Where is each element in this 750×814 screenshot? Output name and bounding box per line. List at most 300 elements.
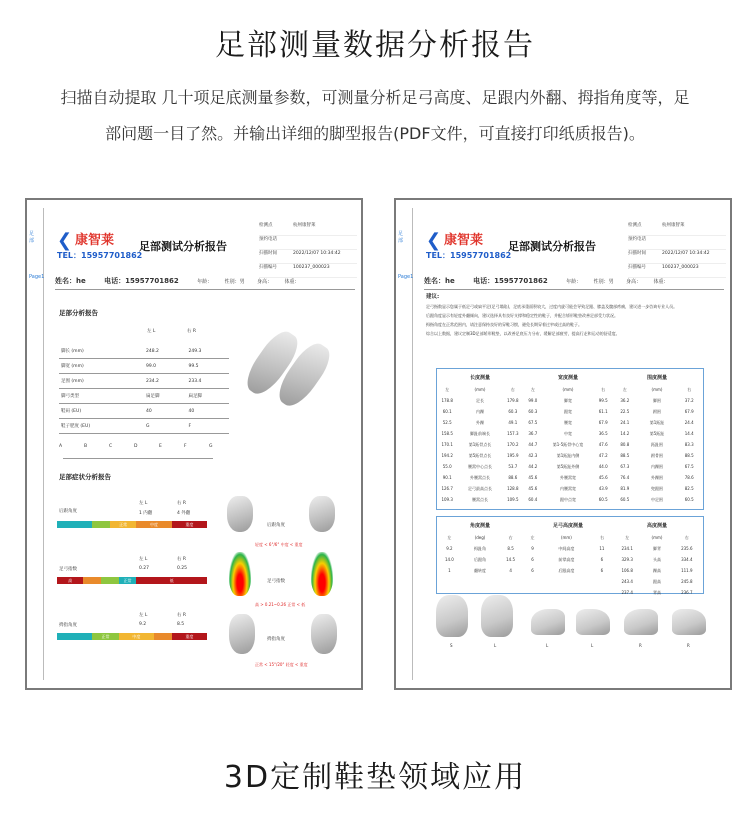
table-row [612,439,702,450]
cell-value: 83.3 [684,442,694,447]
row-label: 脚宽 (mm) [59,359,144,374]
table-row [436,472,524,483]
cell-value: 334.4 [681,557,693,562]
cell-value: 109.3 [441,497,453,502]
cell-label: 跟中点宽 [559,496,576,502]
side-label: 足部 [398,231,404,244]
cell-value: 88.5 [620,453,630,458]
heel-view-right [309,496,335,532]
table-subheader-row [436,384,524,395]
cell-value: 60.3 [528,409,538,414]
cell-value: 194.2 [441,453,453,458]
side-label: 足部 [29,231,35,244]
table-subheader-row [524,384,612,395]
meta-value: 2022/12/07 10:34:42 [293,251,341,256]
cell-label: 外踝 [475,419,484,425]
subheader-unit: (deg) [474,535,486,540]
bar-seg: 重度 [172,521,207,528]
cell-value: 195.9 [507,453,519,458]
table-row [524,554,612,565]
cell-value: 52.5 [442,420,452,425]
table-row [612,576,702,587]
table-subheader-row [612,384,702,395]
symptom-scale-bar [57,633,207,640]
cell-label: 前掌高度 [558,556,575,562]
side-label: Page1 [398,274,414,280]
cell-label: 脚背 [652,545,661,551]
table-row [524,406,612,417]
cell-value: 45.6 [528,475,538,480]
table-header-row [524,370,612,384]
cell-value: 126.7 [441,486,453,491]
cell-value: 245.8 [681,579,693,584]
table-row [612,417,702,428]
table-row [612,461,702,472]
foot-view-side-2 [576,609,610,635]
scale-letter: E [159,444,162,449]
cell-label: 第5跖趾 [649,430,665,436]
advice-line: 足弓指数显示您属于低足弓或扁平足(足弓塌陷)，足底承重面积较大，过度内旋可能会导致足跟、膝盖及髋部疼痛，建议进一步咨询专业人员。 [426,304,678,309]
angle-table [436,518,524,576]
table-subheader-row [612,532,702,543]
side-label: Page1 [29,274,45,280]
table-row [612,428,702,439]
cell-label: 拇趾角 [473,545,486,551]
pressure-map-left [229,552,251,596]
table-header: 高度测量 [646,522,667,529]
bar-seg: 高 [57,577,83,584]
cell-value: 60.5 [684,497,694,502]
table-row [612,472,702,483]
table-row [612,543,702,554]
foot-view-top-right [481,595,513,637]
meta-key: 扫描时间 [628,251,646,256]
cell-label: 外踝围 [650,474,663,480]
report-title: 足部测试分析报告 [139,240,227,253]
row-label: 脚弓类型 [59,389,144,404]
cell-value: 44.0 [598,464,608,469]
cell-label: 腰窝中心点长 [467,463,492,469]
cell-label: 翻转度 [473,567,486,573]
symptom-left-value: 0.27 [139,566,150,571]
cell-value: 45.6 [528,486,538,491]
table-header: 角度测量 [469,522,490,529]
patient-gender: 性别：男 [224,279,245,285]
table-header: 足弓高度测量 [552,522,583,529]
meta-key: 预约电话 [259,237,277,242]
table-header-row [436,370,524,384]
symptom-note: 轻度 < 6°/6° 中度 < 重度 [255,542,303,547]
table-row [524,472,612,483]
cell-value: 14.5 [506,557,516,562]
cell-value: 178.8 [441,398,453,403]
table-row [436,428,524,439]
cell-value: 243.4 [621,579,633,584]
cell-label: 跗围 [652,408,661,414]
table-subheader-row [436,532,524,543]
table-row [612,406,702,417]
symptom-left-head: 左 L [139,501,148,506]
cell-value: 60.5 [620,497,630,502]
cell-value: 6 [531,557,534,562]
bar-seg [83,577,101,584]
row-label: 足围 (mm) [59,374,144,389]
cell-value: 128.8 [507,486,519,491]
row-left-value: 40 [144,404,187,419]
cell-value: 11 [599,546,605,551]
view-label: R [639,643,642,648]
subheader-right: 右 [599,534,604,540]
cell-value: 106.8 [621,568,633,573]
cell-value: 47.6 [598,442,608,447]
cell-value: 170.1 [441,442,453,447]
row-right-value: 40 [186,404,229,419]
table-row [436,543,524,554]
cell-label: 兜跟围 [650,485,663,491]
bar-seg: 正常 [110,521,136,528]
foot-view-side-3 [624,609,658,635]
subheader-left: 左 [445,386,450,392]
section-foot-analysis: 足部分析报告 [59,309,98,317]
meta-key: 检测点 [259,223,273,228]
scale-letter: F [184,444,187,449]
cell-value: 55.0 [442,464,452,469]
subheader-right: 右 [687,386,692,392]
table-header-row [612,370,702,384]
cell-value: 14.4 [684,431,694,436]
cell-value: 14.0 [444,557,454,562]
cell-value: 81.9 [620,486,630,491]
row-right-value: 99.5 [186,359,229,374]
measure-table [59,344,229,434]
report-page-1 [25,198,363,690]
cell-value: 88.6 [508,475,518,480]
symptom-right-value: 4 外翻 [177,511,191,516]
symptom-note: 高 > 0.21~0.26 正常 < 低 [255,602,306,607]
table-header-row [612,518,702,532]
table-row [436,483,524,494]
table-row [612,565,702,576]
view-label: S [450,643,453,648]
col-right: 右 R [187,329,197,334]
table-row [436,395,524,406]
subheader-left: 左 [625,534,630,540]
scale-letter: C [109,444,113,449]
subheader-unit: (mm) [651,387,663,392]
cell-value: 60.3 [508,409,518,414]
cell-label: 内踝 [475,408,484,414]
cell-value: 109.5 [507,497,519,502]
cell-value: 60.1 [442,409,452,414]
cell-value: 67.5 [684,464,694,469]
report-page-2 [394,198,732,690]
cell-label: 内踝围 [650,463,663,469]
meta-key: 扫描编号 [259,265,277,270]
symptom-left-head: 左 L [139,557,148,562]
row-label: 鞋码 (EU) [59,404,144,419]
table-row [612,395,702,406]
cell-label: 脚宽 [563,397,572,403]
cell-value: 60.4 [528,497,538,502]
heel-view-left [227,496,253,532]
patient-age: 年龄： [566,279,582,285]
patient-height: 身高： [257,279,273,285]
row-left-value: G [144,419,187,434]
cell-value: 9 [531,546,534,551]
cell-label: 后跟高度 [558,567,575,573]
cell-label: 后跟角 [473,556,486,562]
cell-label: 跖趾围 [650,441,663,447]
cell-value: 67.9 [598,420,608,425]
cell-value: 179.8 [507,398,519,403]
cell-label: 腰宽 [563,419,572,425]
cell-label: 跟宽 [563,408,572,414]
patient-bar [55,276,355,290]
cell-label: 内腰窝宽 [559,485,576,491]
cell-value: 37.2 [684,398,694,403]
bar-seg [57,521,92,528]
bar-seg [101,577,119,584]
row-left-value: 248.2 [144,344,187,359]
cell-label: 外腰窝宽 [559,474,576,480]
subheader-unit: (mm) [560,535,572,540]
cell-value: 4 [509,568,512,573]
foot-view-side-4 [672,609,706,635]
cell-value: 78.6 [684,475,694,480]
table-header-row [436,518,524,532]
cell-label: 跗骨围 [650,452,663,458]
brand-name: 康智莱 [75,233,115,248]
side-labels [398,230,414,310]
length-table [436,370,524,505]
row-left-value: 扁足脚 [144,389,187,404]
cell-value: 67.5 [528,420,538,425]
cell-label: 足弓最高点长 [467,485,492,491]
cell-value: 47.2 [598,453,608,458]
advice-block [426,292,721,338]
cell-label: 第1跖趾内侧 [556,452,580,458]
width-scale-letters [59,444,219,454]
footer-title: 3D定制鞋垫领域应用 [223,760,527,795]
cell-value: 49.1 [508,420,518,425]
cell-label: 第1跖骨点长 [468,441,492,447]
table-header: 围度测量 [646,374,667,381]
meta-key: 检测点 [628,223,642,228]
table-row [59,359,229,374]
report-meta [259,222,357,278]
toe-view-right [311,614,337,654]
cell-value: 60.5 [598,497,608,502]
subheader-left: 左 [530,534,535,540]
table-row [436,417,524,428]
meta-value: 100237_000023 [662,265,699,270]
cell-value: 24.1 [620,420,630,425]
cell-value: 24.4 [684,420,694,425]
symptom-note: 正常 < 15°/20° 轻度 < 重度 [255,662,308,667]
view-label: L [591,643,594,648]
symptom-scale-bar [57,577,207,584]
cell-value: 329.3 [621,557,633,562]
cell-value: 90.1 [442,475,452,480]
table-row [524,543,612,554]
table-row [436,406,524,417]
table-subheader-row [524,532,612,543]
cell-value: 43.9 [598,486,608,491]
cell-value: 80.8 [620,442,630,447]
table-row [59,374,229,389]
table-row [612,483,702,494]
report-title: 足部测试分析报告 [508,240,596,253]
cell-value: 45.6 [598,475,608,480]
cell-value: 53.7 [508,464,518,469]
cell-value: 88.5 [684,453,694,458]
scale-letter: G [209,444,213,449]
cell-value: 9.2 [446,546,453,551]
meta-row [259,236,357,250]
symptom-left-head: 左 L [139,613,148,618]
table-row [59,419,229,434]
k-logo-icon: ❮ [57,230,73,251]
cell-value: 1 [448,568,451,573]
row-right-value: F [186,419,229,434]
patient-name: 姓名：he [424,277,455,285]
report-meta [628,222,726,278]
symptom-name: 足弓指数 [59,567,77,572]
patient-weight: 体重： [284,279,300,285]
meta-value: 杭州康智莱 [293,223,316,228]
subheader-unit: (mm) [474,387,486,392]
table-row [436,565,524,576]
brand-tel: TEL：15957701862 [426,251,512,260]
advice-line: 后跟角度显示有轻度外翻倾向，建议选择具有良好支撑和稳定性的鞋子，并配合矫形鞋垫改善足部受力状况。 [426,313,618,318]
cell-label: 腰窝点长 [471,496,488,502]
subheader-left: 左 [530,386,535,392]
cell-label: 第1-5跖骨中心宽 [552,441,584,447]
table-row [524,450,612,461]
table-row [59,389,229,404]
symptom-label: 足弓指数 [267,579,285,584]
subheader-left: 左 [622,386,627,392]
meta-key: 扫描编号 [628,265,646,270]
view-label: L [546,643,549,648]
symptom-label: 后跟角度 [267,523,285,528]
cell-label: 踝高 [652,567,661,573]
patient-gender: 性别：男 [593,279,614,285]
symptom-right-head: 右 R [177,557,187,562]
table-row [436,461,524,472]
cell-value: 157.3 [507,431,519,436]
cell-value: 8.5 [507,546,514,551]
bar-seg: 正常 [119,577,137,584]
table-header: 宽度测量 [557,374,578,381]
row-right-value: 249.3 [186,344,229,359]
patient-height: 身高： [626,279,642,285]
patient-weight: 体重： [653,279,669,285]
table-row [524,494,612,505]
cell-value: 82.5 [684,486,694,491]
k-logo-icon: ❮ [426,230,442,251]
table-row [436,439,524,450]
cell-value: 36.2 [620,398,630,403]
patient-name: 姓名：he [55,277,86,285]
row-right-value: 233.4 [186,374,229,389]
symptom-name: 拇指角度 [59,623,77,628]
table-row [524,461,612,472]
cell-label: 头高 [652,556,661,562]
cell-value: 44.2 [528,464,538,469]
advice-line: 综合以上数据，建议定制3D足部矫形鞋垫，以改善足底压力分布，缓解足部疲劳，提高行走和运动的舒适度。 [426,331,620,336]
patient-phone: 电话：15957701862 [104,277,179,285]
table-row [524,417,612,428]
cell-value: 61.1 [598,409,608,414]
table-row [59,404,229,419]
height-table [612,518,702,598]
cell-label: 中宽 [563,430,572,436]
cell-label: 中间高度 [558,545,575,551]
meta-row [628,236,726,250]
cell-label: 外腰窝点长 [469,474,490,480]
meta-key: 预约电话 [628,237,646,242]
scale-letter: A [59,444,63,449]
subheader-right: 右 [510,386,515,392]
advice-title: 建议: [426,294,440,300]
subheader-left: 左 [447,534,452,540]
table-row [436,450,524,461]
girth-table [612,370,702,505]
meta-row [628,250,726,264]
row-left-value: 234.2 [144,374,187,389]
table-row [524,428,612,439]
cell-label: 背高 [652,589,661,595]
scale-letter: B [84,444,88,449]
view-label: L [494,643,497,648]
cell-value: 6 [600,557,604,562]
table-row [524,483,612,494]
symptom-left-value: 9.2 [139,622,147,627]
cell-value: 36.7 [528,431,538,436]
bar-seg: 中度 [119,633,154,640]
cell-value: 36.5 [598,431,608,436]
row-left-value: 99.0 [144,359,187,374]
section-symptoms: 足部症状分析报告 [59,473,111,481]
patient-age: 年龄： [197,279,213,285]
cell-value: 67.3 [620,464,630,469]
patient-bar [424,276,724,290]
symptom-right-value: 8.5 [177,622,185,627]
table-row [612,554,702,565]
bar-seg [154,633,172,640]
table-header-row [524,518,612,532]
table-row [612,450,702,461]
symptom-right-head: 右 R [177,613,187,618]
subheader-unit: (mm) [562,387,574,392]
side-labels [29,230,45,310]
cell-value: 76.4 [620,475,630,480]
cell-label: 脚趾前端长 [469,430,490,436]
pressure-map-right [311,552,333,596]
cell-value: 6 [531,568,534,573]
cell-value: 111.9 [681,568,693,573]
cell-label: 中足围 [650,496,663,502]
cell-value: 67.9 [684,409,694,414]
cell-label: 足长 [475,397,484,403]
meta-value: 杭州康智莱 [662,223,685,228]
scale-letter: D [134,444,138,449]
cell-value: 237.4 [621,590,633,595]
cell-value: 234.1 [621,546,633,551]
row-label: 鞋子肥度 (EU) [59,419,144,434]
intro-text: 扫描自动提取 几十项足底测量参数，可测量分析足弓高度、足跟内外翻、拇指角度等，足部问题一目了然。并输出详细的脚型报告(PDF文件，可直接打印纸质报告)。 [60,88,690,143]
